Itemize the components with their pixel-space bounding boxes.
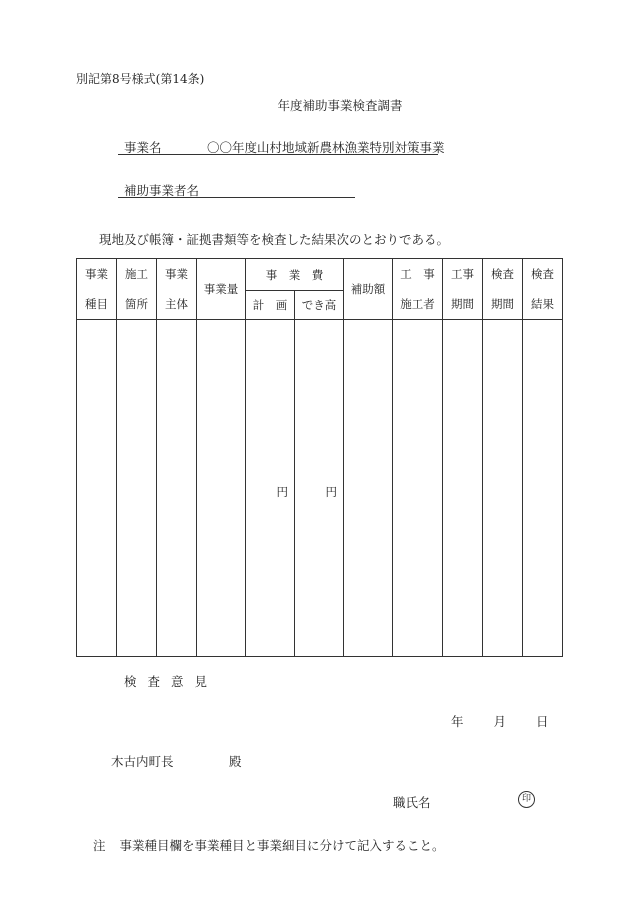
header-contractor-line2: 施工者 xyxy=(400,297,435,311)
header-work-period xyxy=(443,259,483,320)
header-location-line2: 箇所 xyxy=(125,297,148,311)
cell-project-type[interactable] xyxy=(77,320,117,657)
header-amount: 事業量 xyxy=(197,259,246,320)
inspection-table xyxy=(76,258,563,657)
addressee: 木古内町長 xyxy=(111,754,174,769)
header-inspection-result xyxy=(523,259,563,320)
header-work-period-line1: 工事 xyxy=(451,267,474,281)
header-inspection-result-line2: 結果 xyxy=(531,297,554,311)
header-location-line1: 施工 xyxy=(125,267,148,281)
honorific: 殿 xyxy=(229,754,242,769)
intro-text: 現地及び帳簿・証拠書類等を検査した結果次のとおりである。 xyxy=(99,232,450,247)
header-entity-line2: 主体 xyxy=(165,297,188,311)
date-day: 日 xyxy=(535,714,549,729)
unit-plan: 円 xyxy=(276,485,288,499)
cell-location[interactable] xyxy=(117,320,157,657)
header-project-type-line1: 事業 xyxy=(85,267,108,281)
header-work-period-line2: 期間 xyxy=(451,297,474,311)
cell-plan[interactable] xyxy=(246,320,295,657)
official-title-name: 職氏名 xyxy=(393,795,431,810)
header-project-type-line2: 種目 xyxy=(85,297,108,311)
footnote xyxy=(93,836,445,854)
date-line xyxy=(451,712,548,730)
header-inspection-period-line2: 期間 xyxy=(491,297,514,311)
header-project-type xyxy=(77,259,117,320)
form-reference: 別記第8号様式(第14条) xyxy=(76,72,205,86)
cell-amount[interactable] xyxy=(197,320,246,657)
header-actual: でき高 xyxy=(295,291,344,320)
seal-icon: 印 xyxy=(518,791,535,808)
header-inspection-period xyxy=(483,259,523,320)
header-inspection-period-line1: 検査 xyxy=(491,267,514,281)
header-contractor-line1: 工 事 xyxy=(400,267,435,281)
document-title: 年度補助事業検査調書 xyxy=(277,98,403,113)
header-location xyxy=(117,259,157,320)
header-entity-line1: 事業 xyxy=(165,267,188,281)
cell-inspection-period[interactable] xyxy=(483,320,523,657)
date-year: 年 xyxy=(451,714,464,729)
cell-contractor[interactable] xyxy=(393,320,443,657)
footnote-text: 事業種目欄を事業種目と事業細目に分けて記入すること。 xyxy=(119,838,445,853)
header-contractor xyxy=(393,259,443,320)
operator-name-label: 補助事業者名 xyxy=(124,183,200,198)
inspection-opinion-label: 検査意見 xyxy=(124,674,219,689)
cell-work-period[interactable] xyxy=(443,320,483,657)
cell-subsidy[interactable] xyxy=(344,320,393,657)
header-cost: 事 業 費 xyxy=(246,259,344,291)
unit-actual: 円 xyxy=(325,485,337,499)
cell-entity[interactable] xyxy=(157,320,197,657)
header-subsidy: 補助額 xyxy=(344,259,393,320)
cell-actual[interactable] xyxy=(295,320,344,657)
project-name-value: 〇〇年度山村地域新農林漁業特別対策事業 xyxy=(207,140,445,155)
footnote-mark: 注 xyxy=(93,838,106,853)
header-plan: 計 画 xyxy=(246,291,295,320)
header-inspection-result-line1: 検査 xyxy=(531,267,554,281)
cell-inspection-result[interactable] xyxy=(523,320,563,657)
project-name-label: 事業名 xyxy=(124,140,162,155)
header-entity xyxy=(157,259,197,320)
date-month: 月 xyxy=(493,714,506,729)
